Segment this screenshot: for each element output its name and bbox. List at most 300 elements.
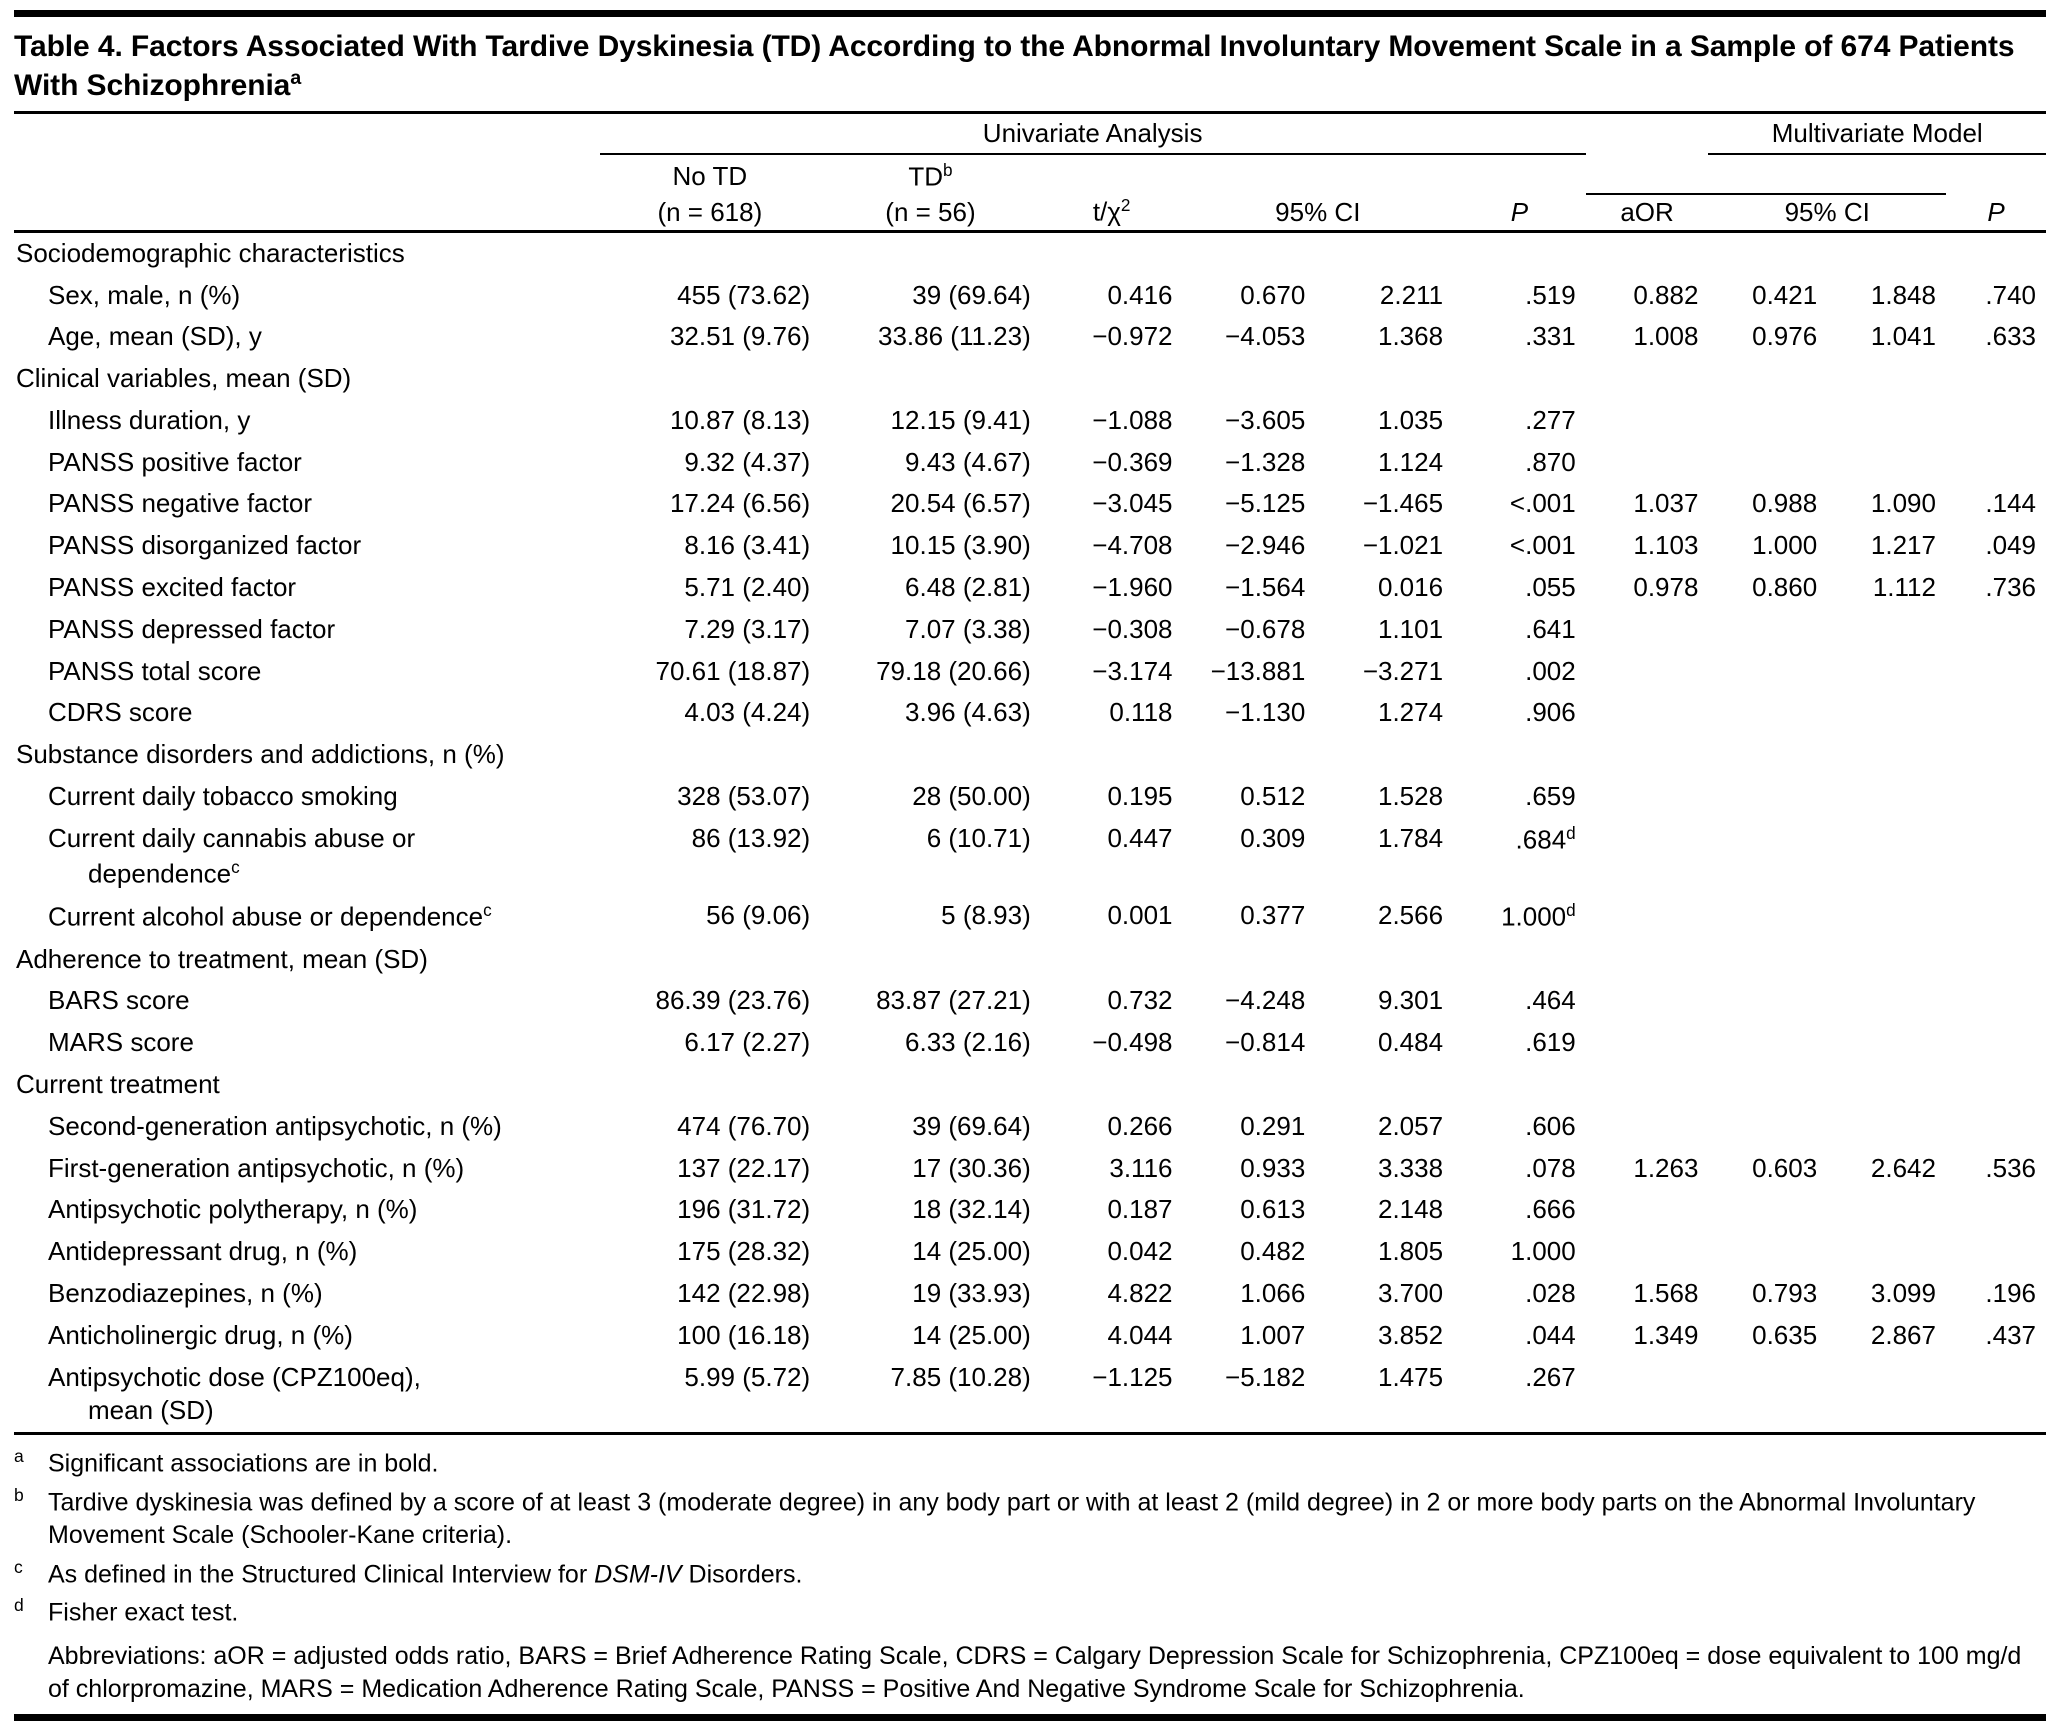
empty-cell (1827, 358, 1946, 400)
cell-ci-upper: 1.528 (1377, 781, 1444, 812)
table-group-row (14, 358, 2046, 400)
cell-t-chi: −0.972 (1092, 321, 1173, 352)
empty-cell (1946, 358, 2046, 400)
header-aor: aOR (1586, 194, 1709, 231)
cell-td: 6 (10.71) (926, 822, 1031, 853)
header-p-multivariate: P (1946, 194, 2046, 231)
cell-ci-upper: 0.016 (1377, 572, 1444, 603)
table-group-row (14, 1064, 2046, 1106)
cell-ci-lower: −1.130 (1225, 697, 1306, 728)
table-footnotes (14, 1445, 2046, 1706)
top-rule (14, 10, 2046, 17)
cell-t-chi: 4.822 (1107, 1277, 1173, 1308)
cell-no-td: 455 (73.62) (677, 279, 811, 310)
cell-t-chi: 0.416 (1107, 279, 1173, 310)
empty-cell (1708, 939, 1827, 981)
cell-ci-upper: 2.148 (1377, 1194, 1444, 1225)
table-row (14, 776, 2046, 818)
cell-td: 79.18 (20.66) (876, 655, 1031, 686)
table-row (14, 1148, 2046, 1190)
cell-multi-ci-lower: 1.000 (1752, 530, 1818, 561)
empty-cell (1586, 1064, 1709, 1106)
table-row (14, 275, 2046, 317)
row-label: Age, mean (SD), y (48, 321, 262, 352)
cell-t-chi: 0.447 (1107, 822, 1173, 853)
table-row (14, 1315, 2046, 1357)
table-group-row (14, 231, 2046, 274)
cell-ci-upper: 1.784 (1377, 822, 1444, 853)
cell-multi-p-value: .144 (1985, 488, 2036, 519)
cell-multi-p-value: .633 (1985, 321, 2036, 352)
cell-t-chi: 0.118 (1109, 697, 1173, 728)
cell-multi-ci-lower (1708, 1106, 1827, 1148)
cell-multi-ci-lower (1708, 1231, 1827, 1273)
cell-aor (1586, 1106, 1709, 1148)
cell-no-td: 8.16 (3.41) (684, 530, 811, 561)
row-label: Current alcohol abuse or dependence$^c$ (48, 900, 492, 932)
empty-cell (1827, 231, 1946, 274)
cell-p-value: .619 (1525, 1027, 1576, 1058)
group-label: Current treatment (16, 1068, 220, 1099)
cell-multi-ci-lower: 0.860 (1752, 572, 1818, 603)
cell-multi-p-value (1946, 692, 2046, 734)
row-label: Antipsychotic polytherapy, n (%) (48, 1194, 418, 1225)
empty-cell (1586, 939, 1709, 981)
empty-cell (1183, 734, 1316, 776)
header-t-chi-exponent: 2 (1120, 195, 1131, 216)
cell-aor (1586, 1189, 1709, 1231)
footnote-a: $^a$ Significant associations are in bold. (14, 1446, 439, 1478)
cell-ci-lower: −2.946 (1225, 530, 1306, 561)
cell-multi-p-value (1946, 1189, 2046, 1231)
table-row (14, 692, 2046, 734)
row-label: PANSS depressed factor (48, 613, 336, 644)
empty-cell (820, 734, 1041, 776)
cell-multi-p-value (1946, 895, 2046, 938)
cell-ci-upper: −1.465 (1362, 488, 1444, 519)
cell-aor (1586, 400, 1709, 442)
empty-cell (1315, 1064, 1453, 1106)
cell-multi-ci-lower (1708, 818, 1827, 895)
empty-cell (600, 231, 821, 274)
header-td-text: TD (908, 161, 944, 192)
cell-no-td: 175 (28.32) (677, 1236, 811, 1267)
cell-multi-ci-upper: 3.099 (1870, 1277, 1936, 1308)
cell-multi-p-value: .196 (1985, 1277, 2036, 1308)
empty-cell (1041, 1064, 1183, 1106)
cell-no-td: 5.71 (2.40) (684, 572, 811, 603)
table-row (14, 525, 2046, 567)
empty-cell (1183, 358, 1316, 400)
cell-t-chi: −0.498 (1092, 1027, 1173, 1058)
cell-td: 17 (30.36) (912, 1152, 1031, 1183)
cell-p-value: .055 (1525, 572, 1576, 603)
cell-multi-ci-upper: 1.217 (1870, 530, 1936, 561)
cell-ci-lower: −1.564 (1225, 572, 1306, 603)
header-td-n: (n = 56) (820, 194, 1041, 231)
cell-t-chi: −0.369 (1092, 446, 1173, 477)
cell-aor (1586, 776, 1709, 818)
cell-t-chi: −0.308 (1092, 613, 1173, 644)
abbreviations-note: Abbreviations: aOR = adjusted odds ratio, BARS = Brief Adherence Rating Scale, CDRS = Calgary Depression Scale for Schizophrenia, CPZ100eq = dose equivalent to 100 mg/d of chlorpromazine, MARS = Medication Adherence Rating Scale, PANSS = Positive And Negative Syndrome Scale for Schizophrenia. (48, 1641, 2022, 1703)
cell-aor: 1.008 (1633, 321, 1699, 352)
empty-cell (1946, 734, 2046, 776)
cell-ci-lower: 0.291 (1240, 1110, 1306, 1141)
table-row (14, 316, 2046, 358)
cell-no-td: 100 (16.18) (677, 1319, 811, 1350)
footnote-d: $^d$ Fisher exact test. (14, 1595, 239, 1627)
empty-cell (1586, 231, 1709, 274)
cell-multi-ci-lower: 0.635 (1752, 1319, 1818, 1350)
empty-cell (1453, 734, 1586, 776)
cell-multi-p-value: .049 (1985, 530, 2036, 561)
cell-ci-upper: 0.484 (1377, 1027, 1444, 1058)
empty-cell (1827, 1064, 1946, 1106)
empty-cell (1453, 939, 1586, 981)
cell-td: 39 (69.64) (912, 1110, 1031, 1141)
cell-multi-ci-upper: 1.090 (1870, 488, 1936, 519)
cell-p-value: .606 (1525, 1110, 1576, 1141)
cell-td: 14 (25.00) (912, 1319, 1031, 1350)
cell-aor (1586, 895, 1709, 938)
empty-cell (1827, 734, 1946, 776)
cell-p-value: .002 (1525, 655, 1576, 686)
table-foot-rule (14, 1434, 2046, 1439)
empty-cell (600, 1064, 821, 1106)
row-label: PANSS positive factor (48, 446, 302, 477)
cell-multi-ci-upper: 1.848 (1870, 279, 1936, 310)
cell-p-value: .906 (1525, 697, 1576, 728)
empty-cell (1315, 231, 1453, 274)
cell-no-td: 86.39 (23.76) (655, 985, 811, 1016)
table-row (14, 980, 2046, 1022)
cell-aor (1586, 692, 1709, 734)
row-label: First-generation antipsychotic, n (%) (48, 1152, 465, 1183)
header-sub-row-2 (14, 194, 2046, 231)
cell-multi-ci-lower (1708, 1357, 1827, 1434)
cell-no-td: 17.24 (6.56) (669, 488, 811, 519)
cell-aor (1586, 609, 1709, 651)
header-t-chi-text: t/χ (1092, 196, 1121, 227)
cell-t-chi: −1.960 (1092, 572, 1173, 603)
empty-cell (1041, 231, 1183, 274)
cell-no-td: 142 (22.98) (677, 1277, 811, 1308)
cell-ci-lower: 1.007 (1240, 1319, 1306, 1350)
cell-aor (1586, 651, 1709, 693)
cell-multi-p-value (1946, 442, 2046, 484)
row-label: BARS score (48, 985, 190, 1016)
cell-ci-lower: 0.309 (1240, 822, 1306, 853)
group-label: Substance disorders and addictions, n (%) (16, 739, 505, 770)
cell-multi-p-value (1946, 776, 2046, 818)
cell-multi-ci-lower: 0.793 (1752, 1277, 1818, 1308)
cell-aor (1586, 442, 1709, 484)
cell-ci-lower: −4.053 (1225, 321, 1306, 352)
cell-no-td: 4.03 (4.24) (684, 697, 811, 728)
empty-cell (1708, 1064, 1827, 1106)
cell-ci-upper: 1.368 (1377, 321, 1444, 352)
cell-ci-upper: −1.021 (1362, 530, 1444, 561)
cell-ci-lower: 1.066 (1240, 1277, 1306, 1308)
cell-td: 3.96 (4.63) (905, 697, 1031, 728)
row-label: PANSS excited factor (48, 572, 297, 603)
bottom-rule (14, 1714, 2046, 1721)
row-label: Current daily cannabis abuse or dependence$^c$ (48, 822, 416, 889)
cell-multi-p-value: .736 (1985, 572, 2036, 603)
header-univariate: Univariate Analysis (600, 117, 1586, 154)
cell-td: 39 (69.64) (912, 279, 1031, 310)
cell-multi-ci-upper (1827, 1231, 1946, 1273)
cell-ci-upper: 1.035 (1377, 404, 1444, 435)
table-row (14, 1022, 2046, 1064)
table-row (14, 442, 2046, 484)
empty-cell (820, 358, 1041, 400)
cell-multi-p-value (1946, 1106, 2046, 1148)
empty-cell (1041, 734, 1183, 776)
cell-td: 19 (33.93) (912, 1277, 1031, 1308)
empty-cell (820, 1064, 1041, 1106)
cell-multi-ci-upper (1827, 776, 1946, 818)
cell-multi-p-value (1946, 980, 2046, 1022)
empty-cell (1708, 231, 1827, 274)
cell-ci-upper: 2.211 (1379, 279, 1444, 310)
table-title-text: Table 4. Factors Associated With Tardive Dyskinesia (TD) According to the Abnormal Involuntary Movement Scale in a Sample of 674 Patients With Schizophrenia (14, 30, 2015, 102)
header-no-td-n: (n = 618) (600, 194, 821, 231)
cell-aor (1586, 818, 1709, 895)
cell-p-value: 1.000 (1510, 1236, 1576, 1267)
empty-cell (600, 939, 821, 981)
empty-cell (1453, 358, 1586, 400)
empty-cell (1827, 939, 1946, 981)
cell-aor (1586, 980, 1709, 1022)
header-t-chi (1041, 194, 1183, 231)
header-ci-multivariate: 95% CI (1708, 194, 1946, 231)
cell-multi-ci-lower (1708, 980, 1827, 1022)
header-td-footnote-marker: b (943, 159, 953, 180)
cell-p-value: <.001 (1509, 488, 1576, 519)
empty-cell (820, 231, 1041, 274)
cell-multi-ci-upper (1827, 400, 1946, 442)
cell-multi-p-value (1946, 1357, 2046, 1434)
cell-t-chi: −3.045 (1092, 488, 1173, 519)
cell-no-td: 196 (31.72) (677, 1194, 811, 1225)
table-group-row (14, 734, 2046, 776)
table-row (14, 609, 2046, 651)
cell-p-value: .641 (1525, 613, 1576, 644)
row-label: PANSS disorganized factor (48, 530, 362, 561)
table-row (14, 567, 2046, 609)
cell-multi-ci-upper (1827, 980, 1946, 1022)
cell-td: 7.07 (3.38) (905, 613, 1031, 644)
cell-p-value: .870 (1525, 446, 1576, 477)
cell-no-td: 32.51 (9.76) (669, 321, 811, 352)
cell-td: 7.85 (10.28) (890, 1361, 1031, 1392)
empty-cell (1315, 939, 1453, 981)
cell-multi-p-value (1946, 609, 2046, 651)
empty-cell (1041, 358, 1183, 400)
table-row (14, 400, 2046, 442)
cell-ci-upper: 1.274 (1377, 697, 1444, 728)
cell-aor (1586, 1231, 1709, 1273)
cell-aor (1586, 1357, 1709, 1434)
table-row (14, 483, 2046, 525)
cell-ci-lower: −1.328 (1225, 446, 1306, 477)
cell-ci-lower: −5.182 (1225, 1361, 1306, 1392)
cell-aor (1586, 1022, 1709, 1064)
cell-no-td: 6.17 (2.27) (684, 1027, 811, 1058)
cell-multi-ci-upper (1827, 895, 1946, 938)
row-label: Antipsychotic dose (CPZ100eq), mean (SD) (48, 1361, 421, 1426)
cell-multi-p-value: .740 (1985, 279, 2036, 310)
cell-t-chi: −1.088 (1092, 404, 1173, 435)
row-label: Current daily tobacco smoking (48, 781, 398, 812)
empty-cell (1946, 939, 2046, 981)
cell-t-chi: 0.187 (1107, 1194, 1173, 1225)
cell-multi-ci-lower (1708, 776, 1827, 818)
cell-td: 20.54 (6.57) (890, 488, 1031, 519)
cell-multi-p-value: .437 (1985, 1319, 2036, 1350)
cell-multi-p-value (1946, 400, 2046, 442)
cell-t-chi: 0.732 (1107, 985, 1173, 1016)
cell-ci-lower: −0.678 (1225, 613, 1306, 644)
table-row (14, 895, 2046, 938)
cell-p-value: .267 (1525, 1361, 1576, 1392)
cell-multi-ci-lower (1708, 442, 1827, 484)
empty-cell (1586, 358, 1709, 400)
cell-td: 18 (32.14) (912, 1194, 1031, 1225)
empty-cell (1586, 734, 1709, 776)
empty-cell (1708, 734, 1827, 776)
empty-cell (1183, 1064, 1316, 1106)
cell-multi-p-value (1946, 1231, 2046, 1273)
row-label: Sex, male, n (%) (48, 279, 241, 310)
row-label: Second-generation antipsychotic, n (%) (48, 1110, 502, 1141)
cell-multi-ci-upper (1827, 609, 1946, 651)
header-multivariate-underline (1586, 154, 1946, 194)
cell-multi-p-value (1946, 818, 2046, 895)
cell-multi-p-value (1946, 1022, 2046, 1064)
cell-t-chi: −3.174 (1092, 655, 1173, 686)
cell-p-value: .044 (1525, 1319, 1576, 1350)
table-group-row (14, 939, 2046, 981)
empty-cell (600, 734, 821, 776)
cell-no-td: 137 (22.17) (677, 1152, 811, 1183)
cell-ci-lower: −13.881 (1210, 655, 1306, 686)
cell-p-value: 1.000$^d$ (1501, 900, 1576, 932)
table-row (14, 1231, 2046, 1273)
cell-ci-lower: −0.814 (1225, 1027, 1306, 1058)
empty-cell (1946, 231, 2046, 274)
cell-ci-upper: 1.101 (1377, 613, 1444, 644)
results-table (14, 111, 2046, 1438)
cell-t-chi: 0.266 (1107, 1110, 1173, 1141)
cell-t-chi: 3.116 (1109, 1152, 1173, 1183)
cell-t-chi: 0.001 (1107, 900, 1173, 931)
cell-aor: 0.882 (1633, 279, 1699, 310)
table-row (14, 818, 2046, 895)
cell-multi-ci-lower (1708, 895, 1827, 938)
cell-t-chi: −1.125 (1092, 1361, 1173, 1392)
cell-multi-ci-lower (1708, 1022, 1827, 1064)
cell-td: 6.48 (2.81) (905, 572, 1031, 603)
cell-multi-ci-upper: 1.041 (1870, 321, 1936, 352)
cell-no-td: 328 (53.07) (677, 781, 811, 812)
cell-no-td: 474 (76.70) (677, 1110, 811, 1141)
cell-aor: 1.349 (1633, 1319, 1699, 1350)
cell-multi-p-value (1946, 651, 2046, 693)
cell-multi-ci-lower (1708, 651, 1827, 693)
cell-td: 83.87 (27.21) (876, 985, 1031, 1016)
empty-cell (1041, 939, 1183, 981)
empty-cell (1315, 734, 1453, 776)
table-body (14, 231, 2046, 1433)
header-td (820, 154, 1041, 194)
cell-aor: 1.103 (1633, 530, 1699, 561)
cell-multi-ci-upper (1827, 692, 1946, 734)
cell-no-td: 9.32 (4.37) (684, 446, 811, 477)
table-title (14, 27, 2046, 105)
cell-td: 5 (8.93) (941, 900, 1031, 931)
cell-multi-ci-lower: 0.988 (1752, 488, 1818, 519)
cell-multi-ci-lower: 0.976 (1752, 321, 1818, 352)
table-row (14, 1273, 2046, 1315)
header-multivariate: Multivariate Model (1708, 117, 2046, 154)
cell-no-td: 70.61 (18.87) (655, 655, 811, 686)
cell-multi-ci-lower (1708, 609, 1827, 651)
cell-p-value: .028 (1525, 1277, 1576, 1308)
empty-cell (1946, 1064, 2046, 1106)
cell-p-value: .078 (1525, 1152, 1576, 1183)
cell-p-value: .684$^d$ (1515, 822, 1576, 855)
cell-ci-lower: 0.933 (1240, 1152, 1306, 1183)
cell-ci-upper: −3.271 (1362, 655, 1444, 686)
cell-p-value: .277 (1525, 404, 1576, 435)
header-p-univariate: P (1453, 194, 1586, 231)
header-sub-row-1 (14, 154, 2046, 194)
cell-no-td: 7.29 (3.17) (684, 613, 811, 644)
cell-p-value: .666 (1525, 1194, 1576, 1225)
cell-multi-ci-upper (1827, 442, 1946, 484)
footnote-b: $^b$ Tardive dyskinesia was defined by a score of at least 3 (moderate degree) in any body part or with at least 2 (mild degree) in 2 or more body parts on the Abnormal Involuntary Movement Scale (Schooler-Kane criteria). (14, 1484, 1976, 1550)
cell-ci-upper: 1.475 (1377, 1361, 1444, 1392)
cell-multi-ci-upper (1827, 1022, 1946, 1064)
cell-ci-upper: 9.301 (1377, 985, 1444, 1016)
cell-multi-ci-upper: 1.112 (1872, 572, 1936, 603)
cell-aor: 0.978 (1633, 572, 1699, 603)
empty-cell (1453, 1064, 1586, 1106)
cell-multi-ci-upper (1827, 818, 1946, 895)
empty-cell (1453, 231, 1586, 274)
cell-multi-ci-upper (1827, 1357, 1946, 1434)
row-label: PANSS negative factor (48, 488, 312, 519)
cell-ci-lower: 0.482 (1240, 1236, 1306, 1267)
table-title-footnote-marker: a (290, 67, 302, 89)
empty-cell (1315, 358, 1453, 400)
cell-multi-ci-upper (1827, 651, 1946, 693)
table-row (14, 1106, 2046, 1148)
cell-no-td: 56 (9.06) (706, 900, 811, 931)
table-row (14, 651, 2046, 693)
cell-ci-lower: −3.605 (1225, 404, 1306, 435)
cell-t-chi: 0.195 (1107, 781, 1173, 812)
cell-t-chi: 0.042 (1107, 1236, 1173, 1267)
cell-aor: 1.568 (1633, 1277, 1699, 1308)
cell-aor: 1.037 (1633, 488, 1699, 519)
cell-no-td: 86 (13.92) (691, 822, 811, 853)
empty-cell (600, 358, 821, 400)
row-label: Antidepressant drug, n (%) (48, 1236, 358, 1267)
cell-ci-upper: 3.852 (1377, 1319, 1444, 1350)
